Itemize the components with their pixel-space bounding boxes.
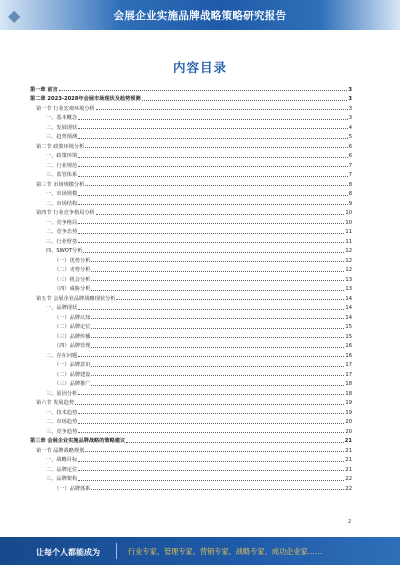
- toc-leader-dots: [78, 394, 344, 395]
- toc-entry[interactable]: [30, 349, 352, 359]
- toc-leader-dots: [91, 271, 344, 272]
- toc-leader-dots: [78, 176, 348, 177]
- toc-leader-dots: [78, 242, 344, 243]
- toc-entry-page: 18: [345, 381, 352, 387]
- toc-entry-text: （二）品牌定位: [54, 324, 91, 330]
- toc-entry-page: 5: [348, 134, 352, 140]
- toc-entry-text: （三）机会分析: [54, 276, 91, 283]
- toc-entry-page: 15: [345, 333, 352, 340]
- toc-entry-page: 17: [345, 362, 352, 368]
- toc-entry-text: 一、竞争格局: [46, 219, 78, 226]
- toc-entry[interactable]: [30, 93, 352, 103]
- toc-entry-page: 13: [345, 286, 352, 292]
- toc-entry-text: 四、SWOT分析: [46, 248, 83, 254]
- toc-entry-page: 3: [348, 105, 352, 112]
- toc-entry-text: （一）品牌体系: [54, 485, 91, 492]
- toc-entry-text: （二）劣势分析: [54, 267, 91, 273]
- toc-entry-page: 15: [345, 324, 352, 330]
- toc-entry-text: 二、市场趋势: [46, 419, 78, 425]
- toc-leader-dots: [59, 90, 348, 91]
- toc-entry[interactable]: [30, 425, 352, 435]
- toc-leader-dots: [78, 356, 344, 357]
- toc-entry-text: 第二节 政策环境分析: [36, 143, 85, 150]
- toc-entry-page: 19: [345, 400, 352, 406]
- toc-entry-text: （四）威胁分析: [54, 286, 91, 292]
- toc-entry[interactable]: [30, 311, 352, 321]
- toc-leader-dots: [78, 461, 344, 462]
- toc-entry-page: 13: [345, 276, 352, 283]
- toc-entry-page: 7: [348, 162, 352, 169]
- toc-leader-dots: [91, 280, 344, 281]
- toc-entry-text: （四）品牌管理: [54, 343, 91, 349]
- toc-leader-dots: [78, 423, 344, 424]
- toc-entry-page: 12: [345, 257, 352, 264]
- toc-entry-text: （一）品牌意识: [54, 362, 91, 368]
- toc-entry-page: 14: [345, 314, 352, 321]
- toc-entry-text: （三）品牌推广: [54, 381, 91, 387]
- toc-leader-dots: [91, 337, 344, 338]
- toc-entry-text: 三、行业壁垒: [46, 238, 78, 245]
- toc-entry-text: （二）品牌建设: [54, 371, 91, 378]
- toc-entry[interactable]: [30, 330, 352, 340]
- toc-entry[interactable]: [30, 197, 352, 207]
- toc-entry-page: 10: [345, 219, 352, 226]
- toc-entry-page: 6: [348, 143, 352, 150]
- toc-entry-text: 二、品牌定位: [46, 466, 78, 473]
- toc-entry[interactable]: [30, 83, 352, 93]
- toc-entry-page: 19: [345, 409, 352, 416]
- toc-entry-page: 22: [345, 476, 352, 482]
- toc-entry[interactable]: [30, 140, 352, 150]
- toc-entry-text: 一、战略目标: [46, 457, 78, 463]
- toc-entry-page: 14: [345, 305, 352, 311]
- toc-entry-page: 18: [345, 390, 352, 397]
- footer-tagline: 行业专家、管理专家、营销专家、战略专家、成功企业家……: [128, 547, 323, 556]
- toc-entry-text: 第二章 2023-2028年会展市场现状及趋势预测: [30, 96, 141, 102]
- toc-leader-dots: [85, 451, 344, 452]
- toc-entry[interactable]: [30, 207, 352, 217]
- toc-entry[interactable]: [30, 226, 352, 236]
- toc-entry-page: 21: [345, 466, 352, 473]
- toc-entry-page: 4: [348, 124, 352, 131]
- toc-entry[interactable]: [30, 112, 352, 122]
- toc-leader-dots: [78, 157, 348, 158]
- toc-entry-page: 10: [345, 210, 352, 216]
- toc-leader-dots: [78, 128, 348, 129]
- toc-leader-dots: [91, 385, 344, 386]
- toc-entry-text: 第六节 发展趋势: [36, 400, 74, 406]
- toc-leader-dots: [96, 214, 345, 215]
- toc-leader-dots: [96, 109, 348, 110]
- toc-entry-page: 3: [348, 86, 352, 93]
- toc-leader-dots: [78, 309, 344, 310]
- toc-entry-page: 11: [345, 229, 352, 235]
- toc-leader-dots: [78, 432, 344, 433]
- footer-slogan: 让每个人都能成为: [36, 548, 100, 557]
- toc-leader-dots: [85, 185, 347, 186]
- toc-leader-dots: [91, 489, 344, 490]
- toc-entry[interactable]: [30, 264, 352, 274]
- toc-entry-text: 三、监管体系: [46, 172, 78, 178]
- toc-leader-dots: [78, 480, 344, 481]
- toc-entry-text: 一、市场规模: [46, 191, 78, 197]
- toc-entry[interactable]: [30, 245, 352, 255]
- toc-leader-dots: [78, 195, 348, 196]
- toc-entry[interactable]: [30, 482, 352, 492]
- toc-entry-text: 二、发展现状: [46, 124, 78, 131]
- logo-watermark-icon: ◆: [8, 6, 21, 25]
- toc-entry-text: （一）品牌认知: [54, 314, 91, 321]
- toc-entry-page: 16: [345, 343, 352, 349]
- toc-entry-text: 三、品牌架构: [46, 476, 78, 482]
- toc-entry[interactable]: [30, 406, 352, 416]
- toc-entry[interactable]: [30, 131, 352, 141]
- toc-leader-dots: [91, 318, 344, 319]
- toc-entry-text: （一）优势分析: [54, 257, 91, 264]
- toc-leader-dots: [85, 147, 347, 148]
- toc-entry[interactable]: [30, 150, 352, 160]
- toc-entry[interactable]: [30, 444, 352, 454]
- toc-entry-text: 第一节 品牌战略规划: [36, 447, 85, 454]
- toc-entry[interactable]: [30, 121, 352, 131]
- header-banner: [0, 0, 400, 30]
- toc-entry[interactable]: [30, 473, 352, 483]
- toc-entry[interactable]: [30, 435, 352, 445]
- toc-entry-page: 9: [348, 200, 352, 207]
- toc-entry-text: 一、技术趋势: [46, 409, 78, 416]
- toc-entry[interactable]: [30, 102, 352, 112]
- toc-entry-text: 二、竞争态势: [46, 229, 78, 235]
- toc-entry-text: 二、市场结构: [46, 200, 78, 207]
- toc-leader-dots: [78, 166, 348, 167]
- toc-entry-text: 第四节 行业竞争格局分析: [36, 210, 95, 216]
- toc-entry-text: （三）品牌传播: [54, 333, 91, 340]
- toc-entry-text: 第五节 会展企业品牌战略现状分析: [36, 295, 116, 302]
- toc-entry-page: 7: [348, 172, 352, 178]
- toc-entry[interactable]: [30, 378, 352, 388]
- toc-entry-text: 二、行业规范: [46, 162, 78, 169]
- toc-leader-dots: [142, 100, 348, 101]
- toc-leader-dots: [78, 223, 344, 224]
- toc-entry[interactable]: [30, 340, 352, 350]
- toc-entry[interactable]: [30, 178, 352, 188]
- toc-leader-dots: [126, 442, 344, 443]
- toc-entry-page: 11: [345, 238, 352, 245]
- footer-divider: [116, 543, 117, 559]
- toc-entry-text: 二、存在问题: [46, 352, 78, 359]
- toc-entry-page: 21: [345, 457, 352, 463]
- toc-entry[interactable]: [30, 359, 352, 369]
- toc-entry-page: 17: [345, 371, 352, 378]
- toc-leader-dots: [116, 299, 344, 300]
- toc-entry[interactable]: [30, 302, 352, 312]
- toc-entry-text: 第三章 会展企业实施品牌战略的策略建议: [30, 438, 126, 444]
- toc-leader-dots: [91, 328, 344, 329]
- toc-entry[interactable]: [30, 188, 352, 198]
- toc-entry-text: 第三节 市场规模分析: [36, 181, 85, 188]
- toc-entry-page: 12: [345, 248, 352, 254]
- toc-leader-dots: [83, 252, 344, 253]
- toc-leader-dots: [75, 404, 344, 405]
- toc-entry[interactable]: [30, 169, 352, 179]
- toc-leader-dots: [91, 261, 344, 262]
- toc-entry[interactable]: [30, 273, 352, 283]
- page-number: 2: [348, 519, 352, 525]
- toc-entry-page: 22: [345, 485, 352, 492]
- toc-entry[interactable]: [30, 321, 352, 331]
- toc-entry-page: 6: [348, 153, 352, 159]
- toc-leader-dots: [78, 204, 348, 205]
- toc-entry-text: 一、品牌现状: [46, 305, 78, 311]
- toc-entry-text: 三、原因分析: [46, 390, 78, 397]
- toc-entry-text: 一、基本概念: [46, 115, 78, 121]
- toc-entry-page: 8: [348, 181, 352, 188]
- toc-entry-text: 一、政策环境: [46, 153, 78, 159]
- toc-entry-page: 8: [348, 191, 352, 197]
- toc-leader-dots: [78, 138, 348, 139]
- toc-entry[interactable]: [30, 254, 352, 264]
- toc-entry-text: 三、趋势预测: [46, 134, 78, 140]
- toc-entry[interactable]: [30, 454, 352, 464]
- toc-entry-text: 第一章 前言: [30, 86, 58, 93]
- document-title: 会展企业实施品牌战略策略研究报告: [113, 10, 287, 22]
- toc-entry-page: 12: [345, 267, 352, 273]
- toc-entry-page: 21: [344, 438, 352, 444]
- toc-entry-text: 第一节 行业宏观环境分析: [36, 105, 95, 112]
- toc-entry-page: 14: [345, 295, 352, 302]
- toc-entry-page: 3: [348, 115, 352, 121]
- toc-leader-dots: [91, 347, 344, 348]
- toc-heading: 内容目录: [172, 60, 227, 75]
- toc-entry-page: 20: [345, 419, 352, 425]
- toc-leader-dots: [78, 119, 348, 120]
- toc-leader-dots: [78, 470, 344, 471]
- toc-entry[interactable]: [30, 397, 352, 407]
- toc-entry-page: 20: [345, 428, 352, 435]
- toc-entry[interactable]: [30, 235, 352, 245]
- toc-entry[interactable]: [30, 283, 352, 293]
- footer-banner: [0, 537, 400, 565]
- toc-entry[interactable]: [30, 387, 352, 397]
- toc-entry[interactable]: [30, 463, 352, 473]
- toc-entry[interactable]: [30, 416, 352, 426]
- toc-leader-dots: [91, 290, 344, 291]
- toc-leader-dots: [91, 375, 344, 376]
- toc-entry[interactable]: [30, 292, 352, 302]
- toc-entry-text: 三、竞争趋势: [46, 428, 78, 435]
- toc-entry[interactable]: [30, 216, 352, 226]
- toc-entry-page: 16: [345, 352, 352, 359]
- toc-leader-dots: [91, 366, 344, 367]
- toc-entry-page: 21: [345, 447, 352, 454]
- toc-leader-dots: [78, 413, 344, 414]
- toc-entry[interactable]: [30, 159, 352, 169]
- toc-leader-dots: [78, 233, 344, 234]
- toc-entry[interactable]: [30, 368, 352, 378]
- table-of-contents: [30, 83, 352, 492]
- toc-entry-page: 3: [348, 96, 352, 102]
